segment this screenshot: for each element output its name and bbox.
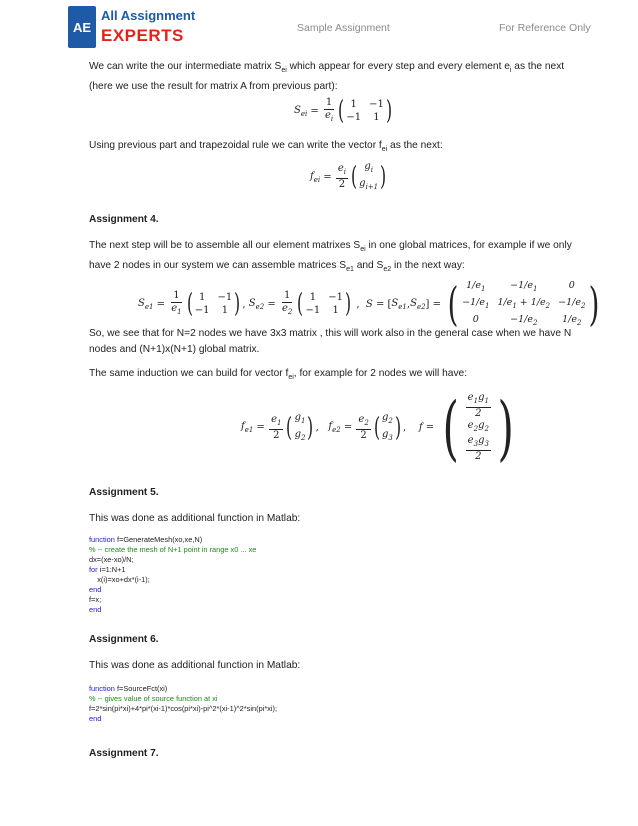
code-line: dx=(xe-xo)/N; (89, 555, 134, 564)
code-line: function f=SourceFct(xi) (89, 684, 168, 693)
equation-vector-f: $f_{e1}$ = $\frac{e_1}{2}$ ( $g_1$ $g_2$ ) , $f_{e2}$ = $\frac{e_2}{2}$ ( $g_2$ $g_3$ ) , f = ( $\frac{e_1g_1}{2}$ $e_2g_2$ $\frac{e_3g_3}{2}$ ) (241, 386, 514, 469)
paragraph-trapezoidal: Using previous part and trapezoidal rule we can write the vector $f_{ei}$ as the next: (89, 140, 443, 154)
heading-assignment-4: Assignment 4. (89, 214, 159, 225)
paragraph-nodes: So, we see that for N=2 nodes we have 3x3 matrix , this will work also in the general case when we have N nodes and (N+1)x(N+1) global matrix. (89, 328, 572, 355)
header-center: Sample Assignment (297, 22, 390, 34)
paragraph-assemble: The next step will be to assemble all our element matrixes $S_{ei}$ in one global matrices, for example if we only have 2 nodes in our system we can assemble matrices $S_{e1}$ and $S_{e2}$ in the next way: (89, 240, 572, 274)
equation-fei: $f_{ei}$ = $\frac{e_i}{2}$ ( $g_i$ $g_{i+1}$ ) (310, 161, 387, 192)
logo-line2: EXPERTS (101, 26, 184, 45)
paragraph-induction: The same induction we can build for vector $f_{ei}$, for example for 2 nodes we will have: (89, 368, 468, 382)
heading-assignment-6: Assignment 6. (89, 634, 159, 645)
code-line: % -- gives value of source function at xi (89, 694, 218, 703)
heading-assignment-5: Assignment 5. (89, 487, 159, 498)
logo-line1: All Assignment (101, 8, 196, 23)
code-line: end (89, 605, 102, 614)
code-line: % -- create the mesh of N+1 point in range x0 ... xe (89, 545, 257, 554)
paragraph-assignment-6-intro: This was done as additional function in Matlab: (89, 660, 301, 671)
equation-global-assembly: $S_{e1}$ = $\frac{1}{e_1}$ ( 1 −1 −1 1 ) , $S_{e2}$ = $\frac{1}{e_2}$ ( 1 −1 −1 1 ) , S = [ $S_{e1}$ , $S_{e2}$ ] = ( $1/e_1$ $-1/e_1$ 0 $-1/e_1$ $1/e_1 + 1/e_2$ $-1/e_2$ 0 $-1/e_2$ $1/e_2$ ) (138, 277, 600, 332)
heading-assignment-7: Assignment 7. (89, 748, 159, 759)
code-line: end (89, 714, 102, 723)
code-block-sourcefct (89, 684, 277, 724)
code-line: end (89, 585, 102, 594)
paragraph-intermediate-matrix: We can write the our intermediate matrix $S_{ei}$ which appear for every step and every element $e_i$ as the next (here we use the result for matrix A from previous part): (89, 61, 565, 93)
equation-sei: $S_{ei}$ = $\frac{1}{e_i}$ ( 1 −1 −1 1 ) (294, 96, 392, 126)
header-right: For Reference Only (499, 22, 591, 34)
code-line: for i=1:N+1 (89, 565, 126, 574)
code-line: x(i)=xo+dx*(i-1); (89, 575, 150, 584)
code-line: function f=GenerateMesh(xo,xe,N) (89, 535, 203, 544)
logo-mark: AE (68, 6, 96, 48)
paragraph-assignment-5-intro: This was done as additional function in Matlab: (89, 513, 301, 524)
code-block-generatemesh (89, 535, 256, 615)
code-line: f=x; (89, 595, 102, 604)
code-line: f=2*sin(pi*xi)+4*pi*(xi-1)*cos(pi*xi)-pi^2*(xi-1)^2*sin(pi*xi); (89, 704, 278, 713)
